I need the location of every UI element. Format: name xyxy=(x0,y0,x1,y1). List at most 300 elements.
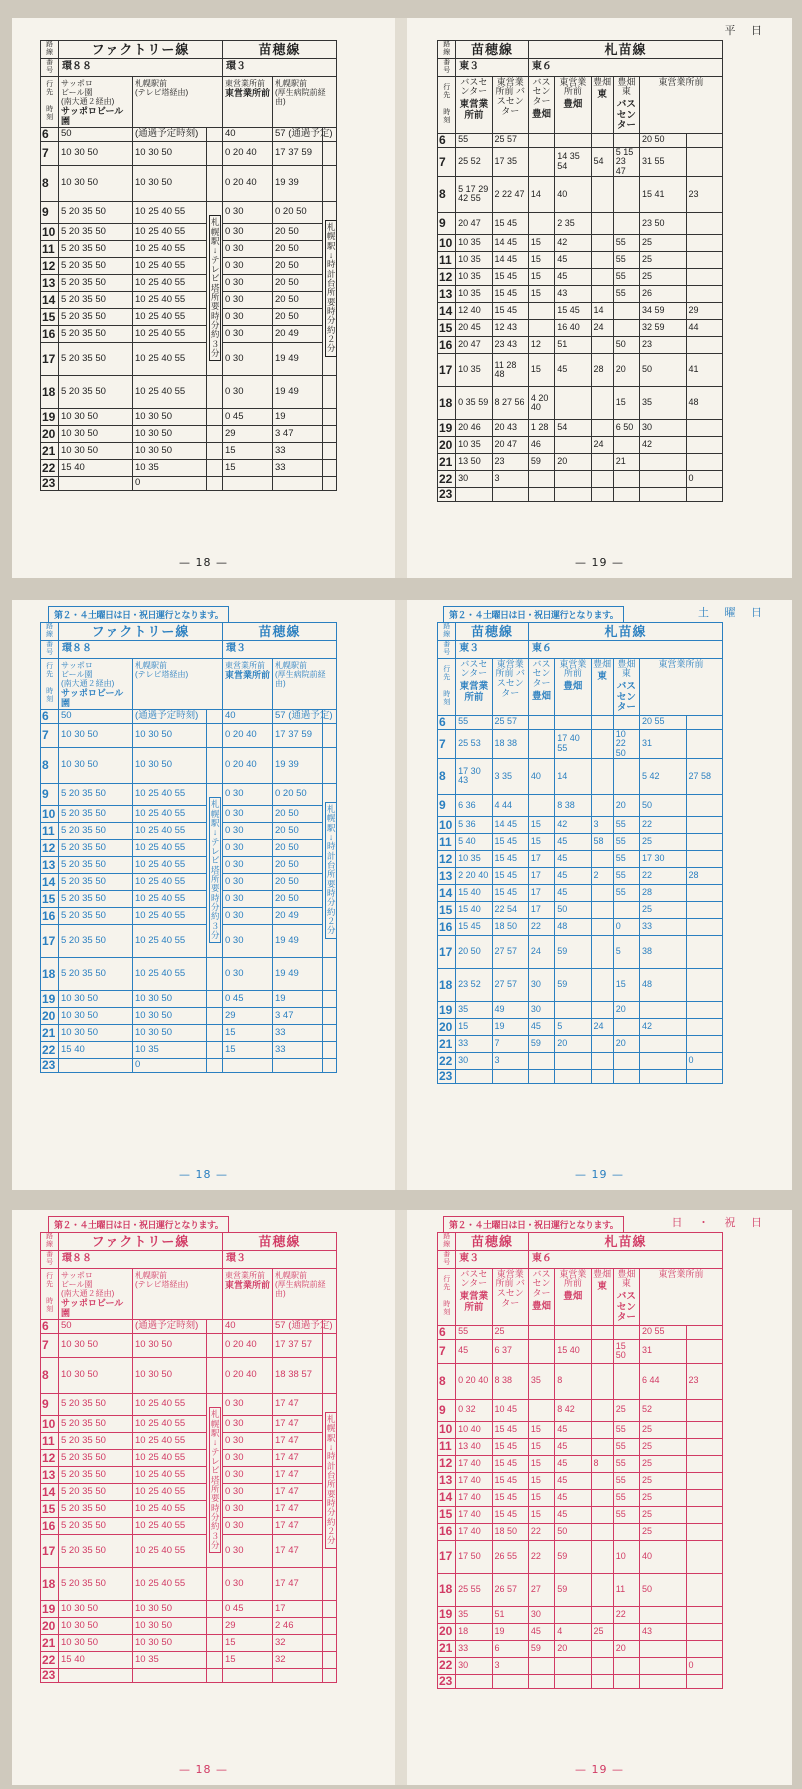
time-cell: 40 xyxy=(223,127,273,141)
time-cell: 20 47 xyxy=(456,336,492,353)
time-cell: 10 30 50 xyxy=(59,1007,133,1024)
blank-cell xyxy=(207,375,223,408)
time-cell: 59 xyxy=(528,453,554,470)
time-cell: 34 59 xyxy=(640,302,686,319)
time-cell xyxy=(555,1606,591,1623)
time-cell: 0 30 xyxy=(223,1567,273,1600)
time-cell: 22 xyxy=(528,918,554,935)
time-cell: 15 41 xyxy=(640,176,686,212)
time-cell: 12 40 xyxy=(456,302,492,319)
destination-cell xyxy=(555,658,591,715)
time-cell: 15 45 xyxy=(492,285,528,302)
hour-cell: 20 xyxy=(41,1007,59,1024)
hour-cell: 12 xyxy=(41,1449,59,1466)
time-cell: 3 xyxy=(492,1052,528,1069)
time-cell: 5 42 xyxy=(640,758,686,794)
hour-cell: 7 xyxy=(438,1339,456,1363)
time-cell: 0 20 40 xyxy=(456,1363,492,1399)
time-cell: 10 25 40 55 xyxy=(133,1449,207,1466)
destination-cell xyxy=(456,658,492,715)
time-cell: 13 40 xyxy=(456,1438,492,1455)
dest-time-label xyxy=(41,76,59,127)
hour-cell: 8 xyxy=(438,1363,456,1399)
blank-cell xyxy=(323,1634,337,1651)
blank-cell xyxy=(207,1357,223,1393)
time-cell: 8 38 xyxy=(492,1363,528,1399)
time-cell: 17 50 xyxy=(456,1540,492,1573)
day-type-label: 平 日 xyxy=(724,24,768,37)
time-cell: 10 25 40 55 xyxy=(133,856,207,873)
time-cell: 5 20 35 50 xyxy=(59,1534,133,1567)
time-cell: 42 xyxy=(640,1018,686,1035)
left-timetable xyxy=(40,622,337,1073)
time-cell: 19 49 xyxy=(273,375,323,408)
time-cell xyxy=(686,1472,723,1489)
destination-cell xyxy=(528,658,554,715)
destination-name: サッポロ ビール園 (南大通２経由) xyxy=(61,78,115,106)
route-no-label: 路線 xyxy=(438,41,456,59)
line-name: 苗穂線 xyxy=(456,41,529,59)
time-cell: 10 45 xyxy=(492,1399,528,1421)
time-cell: 15 xyxy=(223,442,273,459)
blank-cell xyxy=(323,1617,337,1634)
time-cell: 55 xyxy=(613,867,639,884)
destination-via: 東営業所前 xyxy=(459,681,489,703)
time-cell: 3 xyxy=(492,470,528,487)
time-cell: 16 40 xyxy=(555,319,591,336)
page-number: — 19 — xyxy=(575,1763,624,1776)
time-cell: 48 xyxy=(640,968,686,1001)
time-cell xyxy=(555,436,591,453)
time-cell xyxy=(686,1623,723,1640)
time-cell: 15 40 xyxy=(555,1339,591,1363)
time-cell: 27 57 xyxy=(492,935,528,968)
time-cell: 33 xyxy=(456,1035,492,1052)
time-cell xyxy=(686,901,723,918)
blank-cell xyxy=(207,1567,223,1600)
time-cell: 50 xyxy=(555,901,591,918)
time-cell: 20 45 xyxy=(456,319,492,336)
time-cell: 20 49 xyxy=(273,325,323,342)
right-page-blue xyxy=(407,600,792,1190)
time-cell: 2 xyxy=(591,867,613,884)
time-cell: 6 36 xyxy=(456,794,492,816)
blank-cell xyxy=(323,425,337,442)
time-cell xyxy=(591,1489,613,1506)
time-cell: 20 43 xyxy=(492,419,528,436)
blank-cell xyxy=(323,1333,337,1357)
time-cell: 25 xyxy=(640,234,686,251)
time-cell: 42 xyxy=(640,436,686,453)
time-cell: 17 47 xyxy=(273,1393,323,1415)
page-number: — 18 — xyxy=(179,556,228,569)
time-cell xyxy=(591,1001,613,1018)
time-cell: 6 50 xyxy=(613,419,639,436)
time-cell xyxy=(591,1069,613,1083)
time-cell: 0 20 40 xyxy=(223,1357,273,1393)
time-cell xyxy=(686,1506,723,1523)
hour-cell: 20 xyxy=(41,425,59,442)
destination-cell xyxy=(133,76,223,127)
blank-cell xyxy=(323,1651,337,1668)
time-cell: 10 25 40 55 xyxy=(133,291,207,308)
blank-cell xyxy=(323,1600,337,1617)
time-cell: 10 25 40 55 xyxy=(133,839,207,856)
time-cell: 10 25 40 55 xyxy=(133,907,207,924)
time-cell: 5 17 29 42 55 xyxy=(456,176,492,212)
hour-cell: 19 xyxy=(41,990,59,1007)
time-cell xyxy=(59,1668,133,1682)
time-cell: 17 xyxy=(528,901,554,918)
hour-cell: 17 xyxy=(438,353,456,386)
time-cell xyxy=(686,968,723,1001)
route-note xyxy=(207,783,223,957)
time-cell: 10 25 40 55 xyxy=(133,375,207,408)
hour-cell: 11 xyxy=(438,251,456,268)
time-cell: 15 xyxy=(528,1455,554,1472)
dest-label: 行先 xyxy=(46,662,53,679)
time-cell: 20 50 xyxy=(456,935,492,968)
time-cell: 48 xyxy=(555,918,591,935)
time-cell: 59 xyxy=(555,1540,591,1573)
time-cell xyxy=(686,1018,723,1035)
time-cell: 10 30 50 xyxy=(133,1024,207,1041)
time-cell: 20 55 xyxy=(640,1325,686,1339)
time-cell: 50 xyxy=(59,127,133,141)
time-cell: 15 45 xyxy=(492,212,528,234)
time-cell xyxy=(591,884,613,901)
destination-via: 東営業所前 xyxy=(459,1291,489,1313)
time-cell: 14 35 54 xyxy=(555,147,591,176)
time-cell xyxy=(591,268,613,285)
destination-via: バスセンター xyxy=(616,99,636,132)
time-cell: 14 xyxy=(555,758,591,794)
time-cell xyxy=(686,1489,723,1506)
time-cell xyxy=(555,1052,591,1069)
hour-cell: 14 xyxy=(41,873,59,890)
time-cell: 45 xyxy=(528,1623,554,1640)
time-cell: 45 xyxy=(555,1472,591,1489)
page-number: — 18 — xyxy=(179,1763,228,1776)
time-cell xyxy=(640,1035,686,1052)
time-cell: 28 xyxy=(640,884,686,901)
time-cell: 17 xyxy=(528,850,554,867)
time-cell: 5 20 35 50 xyxy=(59,805,133,822)
day-type-label: 土 曜 日 xyxy=(698,606,768,619)
destination-name: 東営業所前 xyxy=(658,658,704,669)
time-cell: 10 35 xyxy=(456,436,492,453)
route-no-label: 路線 xyxy=(41,41,59,59)
time-cell: 26 55 xyxy=(492,1540,528,1573)
time-cell: 23 xyxy=(640,336,686,353)
time-cell: 15 45 xyxy=(492,833,528,850)
time-cell: 15 xyxy=(223,459,273,476)
time-cell: 17 47 xyxy=(273,1500,323,1517)
hour-cell: 11 xyxy=(41,1432,59,1449)
time-cell: 0 30 xyxy=(223,805,273,822)
hour-cell: 22 xyxy=(41,459,59,476)
route-no-label: 路線 xyxy=(41,623,59,641)
hour-cell: 15 xyxy=(41,890,59,907)
time-cell: 28 xyxy=(686,867,723,884)
blank-cell xyxy=(323,1567,337,1600)
time-cell: 19 xyxy=(273,408,323,425)
time-cell: 31 55 xyxy=(640,147,686,176)
route-note-text: 札幌駅↓テレビ塔 所要時分約３分 xyxy=(209,797,221,943)
destination-name: 札幌駅前 (テレビ塔経由) xyxy=(135,660,189,679)
destination-name: バスセンター xyxy=(460,76,488,97)
time-cell: 10 35 xyxy=(133,459,207,476)
time-cell: 0 20 40 xyxy=(223,1333,273,1357)
time-cell xyxy=(555,133,591,147)
line-name: ファクトリー線 xyxy=(59,1233,223,1251)
destination-name: 東営業所前 xyxy=(225,660,265,670)
destination-name: サッポロ ビール園 (南大通２経由) xyxy=(61,1270,115,1298)
time-cell: 5 20 35 50 xyxy=(59,257,133,274)
time-cell: 1 28 xyxy=(528,419,554,436)
time-cell: 5 20 35 50 xyxy=(59,907,133,924)
time-cell: 6 37 xyxy=(492,1339,528,1363)
destination-via: 東 xyxy=(597,89,607,101)
time-cell: 15 xyxy=(223,1634,273,1651)
time-cell: 25 xyxy=(492,1325,528,1339)
hour-cell: 19 xyxy=(438,1606,456,1623)
time-cell: 14 45 xyxy=(492,251,528,268)
time-cell: 5 20 35 50 xyxy=(59,1393,133,1415)
destination-cell xyxy=(223,1268,273,1319)
blank-cell xyxy=(207,1319,223,1333)
blank-cell xyxy=(207,127,223,141)
time-cell xyxy=(613,212,639,234)
blank-cell xyxy=(323,459,337,476)
hour-cell: 13 xyxy=(438,867,456,884)
time-cell: 17 37 59 xyxy=(273,141,323,165)
time-cell: 15 xyxy=(528,1438,554,1455)
time-cell: 5 20 35 50 xyxy=(59,342,133,375)
time-cell: 29 xyxy=(686,302,723,319)
right-timetable xyxy=(437,40,723,502)
time-cell: 15 40 xyxy=(456,901,492,918)
hour-cell: 8 xyxy=(41,165,59,201)
destination-cell xyxy=(613,76,639,133)
time-cell: 10 30 50 xyxy=(59,1617,133,1634)
time-cell xyxy=(528,133,554,147)
time-cell xyxy=(686,487,723,501)
time-cell: 46 xyxy=(528,436,554,453)
time-cell: 42 xyxy=(555,234,591,251)
time-cell xyxy=(591,285,613,302)
time-cell: 24 xyxy=(528,935,554,968)
blank-cell xyxy=(207,1058,223,1072)
left-page-black xyxy=(12,18,395,578)
time-cell xyxy=(613,1623,639,1640)
blank-cell xyxy=(207,1333,223,1357)
time-cell: 6 44 xyxy=(640,1363,686,1399)
time-cell: 0 30 xyxy=(223,325,273,342)
blank-cell xyxy=(207,425,223,442)
time-cell: 15 45 xyxy=(492,302,528,319)
destination-cell xyxy=(492,658,528,715)
line-name: 苗穂線 xyxy=(223,1233,337,1251)
time-cell xyxy=(591,715,613,729)
time-cell: 58 xyxy=(591,833,613,850)
blank-cell xyxy=(207,1634,223,1651)
time-cell: 43 xyxy=(555,285,591,302)
line-name: ファクトリー線 xyxy=(59,41,223,59)
time-cell: 18 50 xyxy=(492,918,528,935)
time-cell: 20 50 xyxy=(273,291,323,308)
destination-cell xyxy=(133,1268,223,1319)
time-cell: 17 37 57 xyxy=(273,1333,323,1357)
time-cell: 14 45 xyxy=(492,234,528,251)
time-cell: 19 xyxy=(273,990,323,1007)
time-cell: 0 30 xyxy=(223,1517,273,1534)
destination-via: 豊畑 xyxy=(532,691,552,703)
time-cell: 17 40 xyxy=(456,1472,492,1489)
hour-cell: 19 xyxy=(438,419,456,436)
time-cell: 10 35 xyxy=(133,1041,207,1058)
time-cell xyxy=(613,1052,639,1069)
time-cell: 10 25 40 55 xyxy=(133,274,207,291)
destination-name: 東営業所前 xyxy=(658,1268,704,1279)
dest-time-label xyxy=(41,658,59,709)
time-cell: 45 xyxy=(555,867,591,884)
destination-name: 東営業所前 xyxy=(559,658,587,679)
time-cell: 15 xyxy=(528,285,554,302)
time-cell: 54 xyxy=(555,419,591,436)
hour-cell: 6 xyxy=(438,715,456,729)
time-cell xyxy=(273,1668,323,1682)
time-cell: 22 xyxy=(528,1523,554,1540)
time-cell: 3 35 xyxy=(492,758,528,794)
time-cell xyxy=(555,1325,591,1339)
time-cell: 15 xyxy=(223,1041,273,1058)
destination-cell xyxy=(640,658,723,715)
blank-cell xyxy=(207,990,223,1007)
time-cell: 10 35 xyxy=(456,268,492,285)
time-cell: 26 57 xyxy=(492,1573,528,1606)
time-cell xyxy=(591,419,613,436)
time-cell: 0 xyxy=(686,1052,723,1069)
destination-via: 豊畑 xyxy=(563,1291,583,1303)
time-cell: 0 xyxy=(613,918,639,935)
hour-cell: 11 xyxy=(41,822,59,839)
page-number: — 19 — xyxy=(575,1168,624,1181)
time-cell: 33 xyxy=(273,442,323,459)
route-code: 環３ xyxy=(223,640,337,658)
time-cell: 0 30 xyxy=(223,957,273,990)
destination-via: 東 xyxy=(597,671,607,683)
time-cell: 15 xyxy=(528,1472,554,1489)
blank-cell xyxy=(207,709,223,723)
time-cell: 24 xyxy=(591,1018,613,1035)
blank-cell xyxy=(207,1617,223,1634)
hour-cell: 22 xyxy=(438,1052,456,1069)
destination-cell xyxy=(613,1268,639,1325)
time-cell: 25 xyxy=(640,833,686,850)
time-cell: 5 20 35 50 xyxy=(59,957,133,990)
time-cell xyxy=(686,729,723,758)
time-cell: 50 xyxy=(640,1573,686,1606)
time-cell: 23 50 xyxy=(640,212,686,234)
hour-cell: 20 xyxy=(41,1617,59,1634)
hour-cell: 12 xyxy=(438,1455,456,1472)
hour-cell: 23 xyxy=(438,1674,456,1688)
route-code: 環８８ xyxy=(59,58,223,76)
time-cell xyxy=(686,336,723,353)
time-cell: 17 47 xyxy=(273,1466,323,1483)
time-cell: 12 43 xyxy=(492,319,528,336)
time-cell: 55 xyxy=(456,133,492,147)
time-cell: 57 (通過予定) xyxy=(273,127,323,141)
time-cell: 5 20 35 50 xyxy=(59,1567,133,1600)
time-cell: 35 xyxy=(528,1363,554,1399)
time-cell: 10 30 50 xyxy=(59,990,133,1007)
page-gutter xyxy=(395,600,407,1190)
destination-name: バスセンター xyxy=(532,1268,551,1299)
line-name: 札苗線 xyxy=(528,41,722,59)
time-cell: 15 xyxy=(613,386,639,419)
hour-cell: 7 xyxy=(438,147,456,176)
time-cell xyxy=(686,419,723,436)
time-cell: 10 35 xyxy=(456,850,492,867)
time-cell: 10 25 40 55 xyxy=(133,873,207,890)
time-cell: 19 xyxy=(492,1018,528,1035)
time-cell: 23 xyxy=(686,176,723,212)
time-cell: 0 30 xyxy=(223,240,273,257)
time-cell: 17 47 xyxy=(273,1449,323,1466)
time-cell: 0 30 xyxy=(223,1393,273,1415)
time-cell: 20 47 xyxy=(456,212,492,234)
blank-cell xyxy=(207,957,223,990)
blank-cell xyxy=(207,165,223,201)
hour-cell: 6 xyxy=(41,127,59,141)
time-cell: 33 xyxy=(273,1041,323,1058)
time-cell xyxy=(613,1069,639,1083)
time-cell xyxy=(591,1674,613,1688)
time-cell: 28 xyxy=(591,353,613,386)
time-cell xyxy=(528,794,554,816)
time-cell: 55 xyxy=(456,715,492,729)
time-cell xyxy=(686,453,723,470)
time-cell xyxy=(528,729,554,758)
hour-cell: 23 xyxy=(438,487,456,501)
time-cell: 20 50 xyxy=(640,133,686,147)
time-cell xyxy=(528,1339,554,1363)
time-cell: 10 30 50 xyxy=(133,1600,207,1617)
time-cell: 51 xyxy=(555,336,591,353)
route-note xyxy=(207,1393,223,1567)
destination-cell xyxy=(613,658,639,715)
time-cell xyxy=(686,918,723,935)
time-cell: 17 40 xyxy=(456,1489,492,1506)
line-name: 苗穂線 xyxy=(456,1233,529,1251)
time-cell xyxy=(686,850,723,867)
time-cell: 0 30 xyxy=(223,1483,273,1500)
time-cell: 20 50 xyxy=(273,839,323,856)
time-cell xyxy=(528,1657,554,1674)
hour-cell: 23 xyxy=(41,476,59,490)
time-cell: 55 xyxy=(613,816,639,833)
time-cell: 45 xyxy=(555,268,591,285)
destination-name: 東営業所前 xyxy=(225,1270,265,1280)
page-number: — 19 — xyxy=(575,556,624,569)
time-cell: 10 30 50 xyxy=(59,408,133,425)
time-cell xyxy=(686,794,723,816)
time-cell: 25 xyxy=(640,1472,686,1489)
time-cell: 22 54 xyxy=(492,901,528,918)
destination-name: 豊畑 xyxy=(593,658,612,669)
